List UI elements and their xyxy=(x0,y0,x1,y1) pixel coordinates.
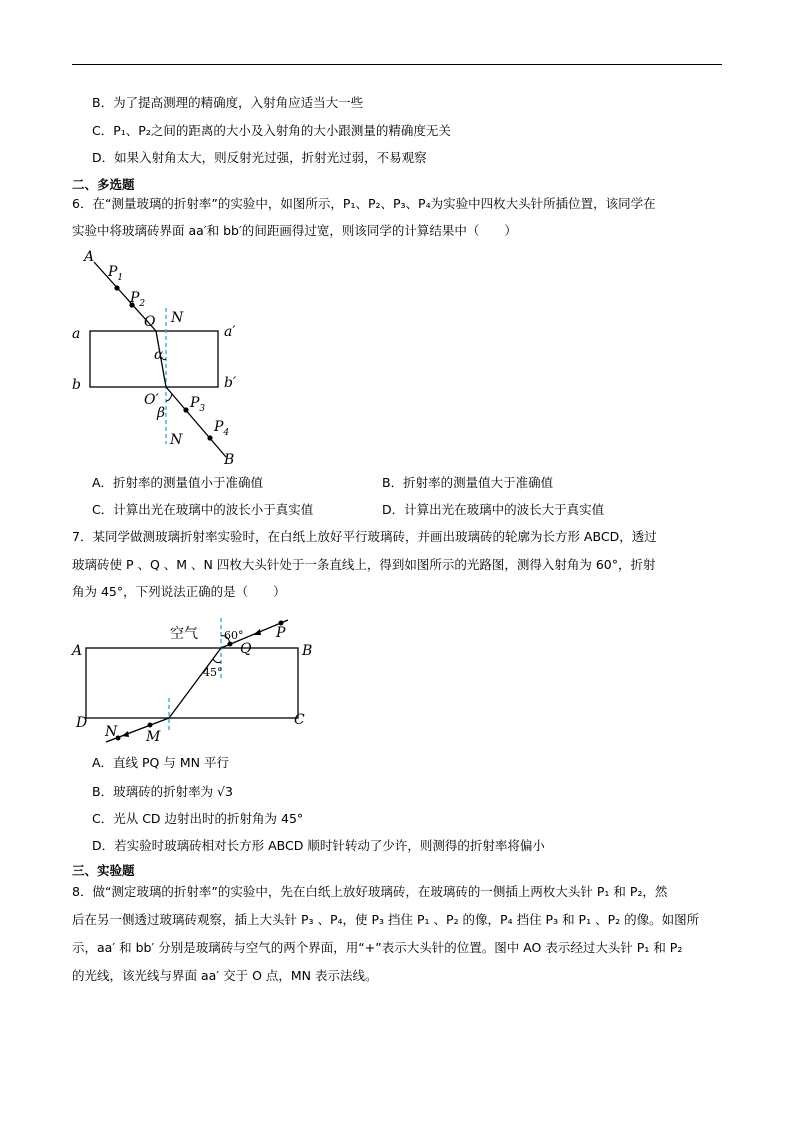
q7-option-a: A．直线 PQ 与 MN 平行 xyxy=(92,755,229,770)
label-b-lower: b xyxy=(72,377,81,393)
q5-option-d: D．如果入射角太大，则反射光过强，折射光过弱，不易观察 xyxy=(92,150,427,165)
label-b-prime: b′ xyxy=(224,375,237,391)
q7-stem-line3: 角为 45°，下列说法正确的是（ ） xyxy=(72,584,286,599)
pin-m xyxy=(148,723,153,728)
q7-stem-line2: 玻璃砖使 P 、Q 、M 、N 四枚大头针处于一条直线上，得到如图所示的光路图，测得入射角为 60°，折射 xyxy=(72,557,656,572)
q7-option-b: B．玻璃砖的折射率为 √3 xyxy=(92,784,233,799)
label-b-point: B xyxy=(224,452,235,468)
label-angle-60: 60° xyxy=(224,629,244,642)
label-n-top: N xyxy=(171,310,184,326)
label-a-lower: a xyxy=(72,326,81,342)
q6-figure xyxy=(60,244,260,470)
q7-figure xyxy=(70,610,320,750)
label-o: O xyxy=(144,314,156,330)
q7-option-d: D．若实验时玻璃砖相对长方形 ABCD 顺时针转动了少许，则测得的折射率将偏小 xyxy=(92,838,545,853)
q6-option-a: A．折射率的测量值小于准确值 xyxy=(92,475,264,490)
q5-option-b: B．为了提高测理的精确度，入射角应适当大一些 xyxy=(92,95,364,110)
q8-stem-line3: 示，aa′ 和 bb′ 分别是玻璃砖与空气的两个界面，用“+”表示大头针的位置。图中 AO 表示经过大头针 P₁ 和 P₂ xyxy=(72,940,683,955)
q6-stem-line2: 实验中将玻璃砖界面 aa′和 bb′的间距画得过宽，则该同学的计算结果中（ ） xyxy=(72,223,517,238)
header-rule xyxy=(72,64,722,65)
label-p4: $P_4$ xyxy=(214,419,230,438)
glass-rectangle-abcd xyxy=(86,648,298,718)
label-p1: $P_1$ xyxy=(108,264,124,283)
label-a-prime: a′ xyxy=(224,324,236,340)
pin-p4 xyxy=(207,435,212,440)
label-n: N xyxy=(105,724,118,740)
angle-beta-arc xyxy=(166,394,172,401)
label-beta: β xyxy=(157,405,166,421)
label-alpha: α xyxy=(154,347,164,363)
q6-option-b: B．折射率的测量值大于准确值 xyxy=(382,475,554,490)
q8-stem-line4: 的光线，该光线与界面 aa′ 交于 O 点，MN 表示法线。 xyxy=(72,968,378,983)
label-n-bottom: N xyxy=(170,432,183,448)
q6-stem-line1: 6．在“测量玻璃的折射率”的实验中，如图所示，P₁、P₂、P₃、P₄为实验中四枚大头针所插位置，该同学在 xyxy=(72,196,656,211)
label-a-point: A xyxy=(84,249,95,265)
label-air: 空气 xyxy=(170,626,198,642)
label-c: C xyxy=(294,712,305,728)
section-heading-experiment: 三、实验题 xyxy=(72,863,135,878)
label-b: B xyxy=(302,643,313,659)
label-m: M xyxy=(146,729,161,745)
q8-stem-line2: 后在另一侧透过玻璃砖观察，插上大头针 P₃ 、P₄，使 P₃ 挡住 P₁ 、P₂ 的像，P₄ 挡住 P₃ 和 P₁ 、P₂ 的像。如图所 xyxy=(72,912,700,927)
label-a: A xyxy=(72,643,83,659)
section-heading-multiple-choice: 二、多选题 xyxy=(72,177,135,192)
q8-stem-line1: 8．做“测定玻璃的折射率”的实验中，先在白纸上放好玻璃砖，在玻璃砖的一侧插上两枚大头针 P₁ 和 P₂，然 xyxy=(72,884,668,899)
q6-option-c: C．计算出光在玻璃中的波长小于真实值 xyxy=(92,502,314,517)
label-p2: $P_2$ xyxy=(130,290,146,309)
q5-option-c: C．P₁、P₂之间的距离的大小及入射角的大小跟测量的精确度无关 xyxy=(92,123,451,138)
label-angle-45: 45° xyxy=(203,666,223,679)
label-p: P xyxy=(276,625,286,641)
q7-option-c: C．光从 CD 边射出时的折射角为 45° xyxy=(92,811,304,826)
q7-stem-line1: 7．某同学做测玻璃折射率实验时，在白纸上放好平行玻璃砖，并画出玻璃砖的轮廓为长方形 ABCD，透过 xyxy=(72,529,657,544)
label-q: Q xyxy=(240,641,252,657)
arrow-emergent xyxy=(122,731,129,737)
q6-option-d: D．计算出光在玻璃中的波长大于真实值 xyxy=(382,502,605,517)
pin-p1 xyxy=(114,285,119,290)
label-p3: $P_3$ xyxy=(190,395,206,414)
label-d: D xyxy=(76,715,88,731)
label-o-prime: O′ xyxy=(144,392,159,408)
arrow-incident xyxy=(253,629,261,635)
pin-p3 xyxy=(183,407,188,412)
